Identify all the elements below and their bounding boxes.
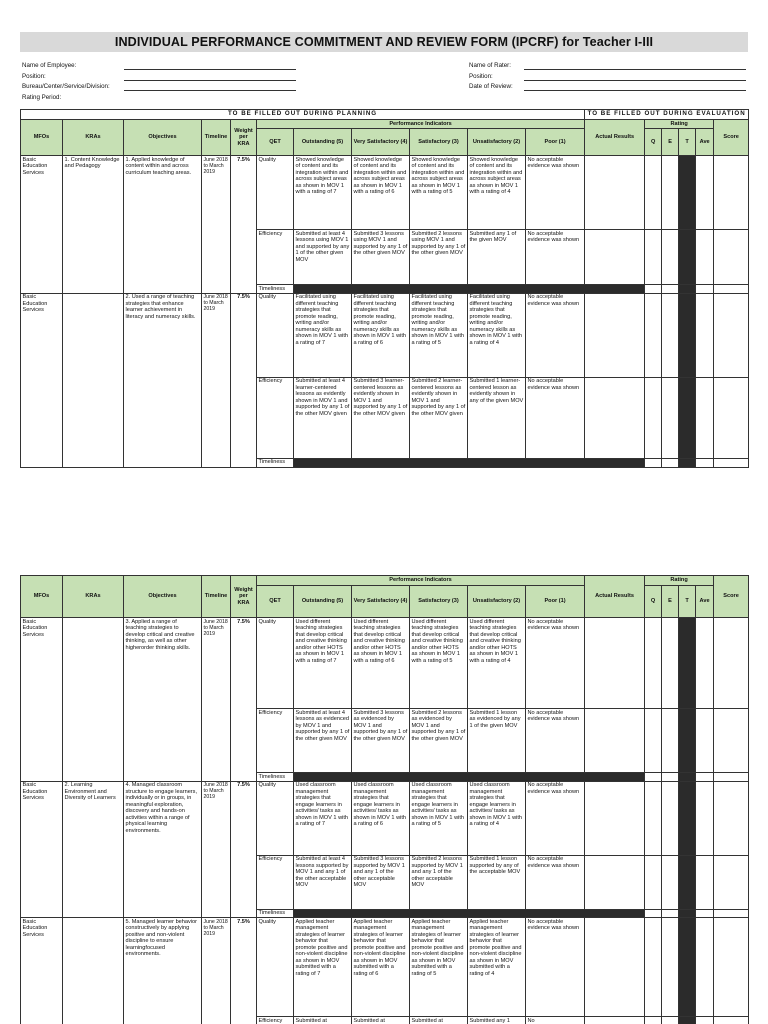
indicator-cell: Submitted 1 learner-centered lesson as evidently shown in any of the given MOV xyxy=(468,377,526,458)
rating-e-cell[interactable] xyxy=(662,156,679,230)
header-e: E xyxy=(662,586,679,618)
rating-e-cell[interactable] xyxy=(662,909,679,918)
timeliness-bar xyxy=(294,909,645,918)
indicator-cell: Applied teacher management strategies of learner behavior that promote positive and non-violent discipline as shown in MOV submitted with a rating of 4 xyxy=(468,918,526,1017)
employee-info xyxy=(22,61,110,103)
evaluation-band: TO BE FILLED OUT DURING EVALUATION xyxy=(585,110,749,120)
bureau-label: Bureau/Center/Service/Division: xyxy=(22,83,110,90)
objective-cell: 5. Managed learner behavior constructively by applying positive and non-violent discipline to ensure learningfocused environments. xyxy=(124,918,202,1024)
header-qet: QET xyxy=(257,129,294,156)
indicator-cell: Used classroom management strategies that engage learners in activities/ tasks as shown in MOV 1 with a rating of 7 xyxy=(294,781,352,855)
kra-cell: 2. Learning Environment and Diversity of Learners xyxy=(63,781,124,918)
rating-ave-cell[interactable] xyxy=(696,773,714,782)
score-cell[interactable] xyxy=(714,156,749,230)
header-very-satisfactory: Very Satisfactory (4) xyxy=(352,586,410,618)
qet-timeliness: Timeliness xyxy=(257,773,294,782)
rating-t-cell xyxy=(679,918,696,1017)
rating-e-cell[interactable] xyxy=(662,1017,679,1024)
score-cell[interactable] xyxy=(714,781,749,855)
objective-cell: 4. Managed classroom structure to engage learners, individually or in groups, in meaningful exploration, discovery and hands-on activities within a range of physical learning environments. xyxy=(124,781,202,918)
indicator-cell: Submitted at xyxy=(294,1017,352,1024)
header-mfos: MFOs xyxy=(21,576,63,618)
indicator-cell: Submitted any 1 xyxy=(468,1017,526,1024)
weight-cell: 7.5% xyxy=(231,293,257,467)
rating-q-cell[interactable] xyxy=(645,458,662,467)
timeline-cell: June 2018 to March 2019 xyxy=(202,293,231,467)
indicator-cell: Submitted at xyxy=(352,1017,410,1024)
indicator-cell: Submitted any 1 of the given MOV xyxy=(468,230,526,285)
mfo-cell: Basic Education Services xyxy=(21,781,63,918)
actual-results-cell[interactable] xyxy=(585,781,645,855)
indicator-cell: Submitted 1 lesson as evidenced by any 1 of the given MOV xyxy=(468,709,526,773)
rating-ave-cell[interactable] xyxy=(696,781,714,855)
weight-cell: 7.5% xyxy=(231,156,257,294)
header-qet: QET xyxy=(257,586,294,618)
rating-ave-cell[interactable] xyxy=(696,458,714,467)
rating-t-cell xyxy=(679,781,696,855)
header-rating: Rating xyxy=(645,576,714,586)
rating-e-cell[interactable] xyxy=(662,773,679,782)
header-weight: Weight per KRA xyxy=(231,120,257,156)
header-score: Score xyxy=(714,576,749,618)
rating-e-cell[interactable] xyxy=(662,781,679,855)
qet-quality: Quality xyxy=(257,781,294,855)
header-performance-indicators: Performance Indicators xyxy=(257,576,585,586)
rating-t-cell xyxy=(679,458,696,467)
timeliness-bar xyxy=(294,458,645,467)
score-cell[interactable] xyxy=(714,709,749,773)
header-timeline: Timeline xyxy=(202,576,231,618)
header-e: E xyxy=(662,129,679,156)
rating-q-cell[interactable] xyxy=(645,618,662,709)
rating-q-cell[interactable] xyxy=(645,156,662,230)
objective-cell: 3. Applied a range of teaching strategies to develop critical and creative thinking, as well as other higherorder thinking skills. xyxy=(124,618,202,782)
qet-timeliness: Timeliness xyxy=(257,909,294,918)
header-kras: KRAs xyxy=(63,576,124,618)
indicator-cell: Submitted at least 4 lessons supported by MOV 1 and any 1 of the other acceptable MOV xyxy=(294,855,352,909)
indicator-cell: No acceptable evidence was shown xyxy=(526,293,585,377)
mfo-cell: Basic Education Services xyxy=(21,918,63,1024)
indicator-cell: No acceptable evidence was shown xyxy=(526,709,585,773)
timeliness-bar xyxy=(294,773,645,782)
header-ave: Ave xyxy=(696,586,714,618)
indicator-cell: Submitted at xyxy=(410,1017,468,1024)
indicator-cell: No acceptable evidence was shown xyxy=(526,156,585,230)
rating-q-cell[interactable] xyxy=(645,285,662,294)
header-very-satisfactory: Very Satisfactory (4) xyxy=(352,129,410,156)
rating-t-cell xyxy=(679,618,696,709)
actual-results-cell[interactable] xyxy=(585,1017,645,1024)
kra-cell xyxy=(63,918,124,1024)
rating-ave-cell[interactable] xyxy=(696,709,714,773)
rating-q-cell[interactable] xyxy=(645,1017,662,1024)
score-cell[interactable] xyxy=(714,918,749,1017)
actual-results-cell[interactable] xyxy=(585,293,645,377)
qet-timeliness: Timeliness xyxy=(257,458,294,467)
rating-ave-cell[interactable] xyxy=(696,230,714,285)
indicator-cell: Showed knowledge of content and its integration within and across subject areas as shown in MOV 1 with a rating of 4 xyxy=(468,156,526,230)
header-actual-results: Actual Results xyxy=(585,120,645,156)
actual-results-cell[interactable] xyxy=(585,377,645,458)
rating-ave-cell[interactable] xyxy=(696,156,714,230)
indicator-cell: Showed knowledge of content and its integration within and across subject areas as shown in MOV 1 with a rating of 7 xyxy=(294,156,352,230)
indicator-cell: Facilitated using different teaching strategies that promote reading, writing and/or numeracy skills as shown in MOV 1 with a rating of 5 xyxy=(410,293,468,377)
rating-t-cell xyxy=(679,285,696,294)
objective-cell: 1. Applied knowledge of content within and across curriculum teaching areas. xyxy=(124,156,202,294)
objective-cell: 2. Used a range of teaching strategies that enhance learner achievement in literacy and numeracy skills. xyxy=(124,293,202,467)
header-unsatisfactory: Unsatisfactory (2) xyxy=(468,129,526,156)
header-poor: Poor (1) xyxy=(526,129,585,156)
header-q: Q xyxy=(645,129,662,156)
rating-ave-cell[interactable] xyxy=(696,293,714,377)
indicator-cell: Used classroom management strategies that engage learners in activities/ tasks as shown in MOV 1 with a rating of 5 xyxy=(410,781,468,855)
rating-ave-cell[interactable] xyxy=(696,909,714,918)
header-q: Q xyxy=(645,586,662,618)
bureau-field[interactable] xyxy=(124,90,296,91)
employee-position-field[interactable] xyxy=(124,80,296,81)
rating-q-cell[interactable] xyxy=(645,918,662,1017)
indicator-cell: Submitted 2 lessons supported by MOV 1 and any 1 of the other acceptable MOV xyxy=(410,855,468,909)
actual-results-cell[interactable] xyxy=(585,855,645,909)
indicator-cell: No acceptable evidence was shown xyxy=(526,377,585,458)
score-cell[interactable] xyxy=(714,285,749,294)
rating-e-cell[interactable] xyxy=(662,918,679,1017)
rating-q-cell[interactable] xyxy=(645,909,662,918)
actual-results-cell[interactable] xyxy=(585,230,645,285)
rater-name-label: Name of Rater: xyxy=(469,62,511,69)
score-cell[interactable] xyxy=(714,230,749,285)
rating-ave-cell[interactable] xyxy=(696,855,714,909)
review-date-field[interactable] xyxy=(524,90,746,91)
qet-efficiency: Efficiency xyxy=(257,230,294,285)
indicator-cell: Used classroom management strategies that engage learners in activities/ tasks as shown in MOV 1 with a rating of 4 xyxy=(468,781,526,855)
mfo-cell: Basic Education Services xyxy=(21,618,63,782)
table-row xyxy=(21,156,749,230)
timeline-cell: June 2018 to March 2019 xyxy=(202,781,231,918)
rating-q-cell[interactable] xyxy=(645,230,662,285)
score-cell[interactable] xyxy=(714,618,749,709)
table-row xyxy=(21,618,749,709)
header-outstanding: Outstanding (5) xyxy=(294,129,352,156)
indicator-cell: Applied teacher management strategies of learner behavior that promote positive and non-violent discipline as shown in MOV submitted with a rating of 7 xyxy=(294,918,352,1017)
rating-e-cell[interactable] xyxy=(662,285,679,294)
weight-cell: 7.5% xyxy=(231,618,257,782)
timeline-cell: June 2018 to March 2019 xyxy=(202,918,231,1024)
actual-results-cell[interactable] xyxy=(585,918,645,1017)
qet-efficiency: Efficiency xyxy=(257,855,294,909)
rating-e-cell[interactable] xyxy=(662,709,679,773)
qet-efficiency: Efficiency xyxy=(257,1017,294,1024)
score-cell[interactable] xyxy=(714,458,749,467)
rating-ave-cell[interactable] xyxy=(696,918,714,1017)
header-poor: Poor (1) xyxy=(526,586,585,618)
indicator-cell: Submitted 3 lessons using MOV 1 and supported by any 1 of the other given MOV xyxy=(352,230,410,285)
qet-efficiency: Efficiency xyxy=(257,377,294,458)
rating-q-cell[interactable] xyxy=(645,377,662,458)
timeliness-bar xyxy=(294,285,645,294)
indicator-cell: Showed knowledge of content and its integration within and across subject areas as shown in MOV 1 with a rating of 5 xyxy=(410,156,468,230)
qet-efficiency: Efficiency xyxy=(257,709,294,773)
rating-ave-cell[interactable] xyxy=(696,285,714,294)
ipcrf-table-1 xyxy=(20,109,749,468)
rating-e-cell[interactable] xyxy=(662,458,679,467)
rating-t-cell xyxy=(679,377,696,458)
indicator-cell: Submitted 3 lessons supported by MOV 1 and any 1 of the other acceptable MOV xyxy=(352,855,410,909)
rating-t-cell xyxy=(679,230,696,285)
header-timeline: Timeline xyxy=(202,120,231,156)
kra-cell xyxy=(63,618,124,782)
header-t: T xyxy=(679,586,696,618)
score-cell[interactable] xyxy=(714,377,749,458)
header-unsatisfactory: Unsatisfactory (2) xyxy=(468,586,526,618)
planning-band: TO BE FILLED OUT DURING PLANNING xyxy=(21,110,585,120)
rating-ave-cell[interactable] xyxy=(696,1017,714,1024)
rating-e-cell[interactable] xyxy=(662,855,679,909)
actual-results-cell[interactable] xyxy=(585,709,645,773)
rating-t-cell xyxy=(679,909,696,918)
rating-q-cell[interactable] xyxy=(645,781,662,855)
indicator-cell: Submitted at least 4 learner-centered lessons as evidently shown in MOV 1 and supported by any 1 of the other MOV given xyxy=(294,377,352,458)
rating-e-cell[interactable] xyxy=(662,618,679,709)
indicator-cell: Used different teaching strategies that develop critical and creative thinking and/or other HOTS as shown in MOV 1 with a rating of 4 xyxy=(468,618,526,709)
rater-info xyxy=(469,61,513,93)
rating-ave-cell[interactable] xyxy=(696,618,714,709)
score-cell[interactable] xyxy=(714,855,749,909)
indicator-cell: Submitted 2 lessons as evidenced by MOV 1 and supported by any 1 of the other given MOV xyxy=(410,709,468,773)
header-performance-indicators: Performance Indicators xyxy=(257,120,585,129)
indicator-cell: Used different teaching strategies that develop critical and creative thinking and/or other HOTS as shown in MOV 1 with a rating of 7 xyxy=(294,618,352,709)
rating-t-cell xyxy=(679,773,696,782)
header-ave: Ave xyxy=(696,129,714,156)
indicator-cell: No acceptable evidence was shown xyxy=(526,230,585,285)
rating-e-cell[interactable] xyxy=(662,230,679,285)
rater-name-field[interactable] xyxy=(524,69,746,70)
rating-e-cell[interactable] xyxy=(662,293,679,377)
header-rating: Rating xyxy=(645,120,714,129)
indicator-cell: Submitted 3 learner-centered lessons as evidently shown in MOV 1 and supported by any 1 of the other MOV given xyxy=(352,377,410,458)
rating-q-cell[interactable] xyxy=(645,773,662,782)
indicator-cell: Facilitated using different teaching strategies that promote reading, writing and/or numeracy skills as shown in MOV 1 with a rating of 4 xyxy=(468,293,526,377)
employee-position-label: Position: xyxy=(22,72,46,80)
header-objectives: Objectives xyxy=(124,120,202,156)
rating-t-cell xyxy=(679,156,696,230)
actual-results-cell[interactable] xyxy=(585,618,645,709)
weight-cell: 7.5% xyxy=(231,781,257,918)
table-row xyxy=(21,781,749,855)
score-cell[interactable] xyxy=(714,909,749,918)
indicator-cell: Applied teacher management strategies of learner behavior that promote positive and non-violent discipline as shown in MOV submitted with a rating of 6 xyxy=(352,918,410,1017)
indicator-cell: No acceptable evidence was shown xyxy=(526,855,585,909)
rating-t-cell xyxy=(679,855,696,909)
header-satisfactory: Satisfactory (3) xyxy=(410,586,468,618)
header-objectives: Objectives xyxy=(124,576,202,618)
weight-cell: 7.5% xyxy=(231,918,257,1024)
header-weight: Weight per KRA xyxy=(231,576,257,618)
qet-quality: Quality xyxy=(257,918,294,1017)
rating-period-label: Rating Period: xyxy=(22,93,62,101)
ipcrf-table-2 xyxy=(20,575,749,1024)
score-cell[interactable] xyxy=(714,293,749,377)
indicator-cell: Submitted 3 lessons as evidenced by MOV 1 and supported by any 1 of the other given MOV xyxy=(352,709,410,773)
header-mfos: MFOs xyxy=(21,120,63,156)
table-row xyxy=(21,293,749,377)
timeline-cell: June 2018 to March 2019 xyxy=(202,618,231,782)
indicator-cell: No acceptable evidence was shown xyxy=(526,918,585,1017)
rating-q-cell[interactable] xyxy=(645,293,662,377)
indicator-cell: Submitted at least 4 lessons as evidenced by MOV 1 and supported by any 1 of the other given MOV xyxy=(294,709,352,773)
indicator-cell: Used different teaching strategies that develop critical and creative thinking and/or other HOTS as shown in MOV 1 with a rating of 6 xyxy=(352,618,410,709)
qet-quality: Quality xyxy=(257,293,294,377)
employee-name-label: Name of Employee: xyxy=(22,62,77,69)
indicator-cell: Applied teacher management strategies of learner behavior that promote positive and non-violent discipline as shown in MOV submitted with a rating of 5 xyxy=(410,918,468,1017)
timeline-cell: June 2018 to March 2019 xyxy=(202,156,231,294)
indicator-cell: Submitted 1 lesson supported by any of the acceptable MOV xyxy=(468,855,526,909)
indicator-cell: Showed knowledge of content and its integration within and across subject areas as shown in MOV 1 with a rating of 6 xyxy=(352,156,410,230)
kra-cell xyxy=(63,293,124,467)
indicator-cell: Submitted 2 learner-centered lessons as evidently shown in MOV 1 and supported by any 1 of the other MOV given xyxy=(410,377,468,458)
header-kras: KRAs xyxy=(63,120,124,156)
indicator-cell: Facilitated using different teaching strategies that promote reading, writing and/or numeracy skills as shown in MOV 1 with a rating of 6 xyxy=(352,293,410,377)
rating-q-cell[interactable] xyxy=(645,855,662,909)
score-cell[interactable] xyxy=(714,773,749,782)
actual-results-cell[interactable] xyxy=(585,156,645,230)
indicator-cell: Submitted 2 lessons using MOV 1 and supported by any 1 of the other given MOV xyxy=(410,230,468,285)
rating-t-cell xyxy=(679,709,696,773)
header-outstanding: Outstanding (5) xyxy=(294,586,352,618)
mfo-cell: Basic Education Services xyxy=(21,156,63,294)
table-row xyxy=(21,918,749,1017)
header-satisfactory: Satisfactory (3) xyxy=(410,129,468,156)
rating-q-cell[interactable] xyxy=(645,709,662,773)
rater-position-label: Position: xyxy=(469,72,493,80)
score-cell[interactable] xyxy=(714,1017,749,1024)
indicator-cell: Facilitated using different teaching strategies that promote reading, writing and/or numeracy skills as shown in MOV 1 with a rating of 7 xyxy=(294,293,352,377)
header-score: Score xyxy=(714,120,749,156)
rating-ave-cell[interactable] xyxy=(696,377,714,458)
header-actual-results: Actual Results xyxy=(585,576,645,618)
indicator-cell: No acceptable evidence was shown xyxy=(526,618,585,709)
rating-t-cell xyxy=(679,1017,696,1024)
rating-e-cell[interactable] xyxy=(662,377,679,458)
rating-t-cell xyxy=(679,293,696,377)
kra-cell: 1. Content Knowledge and Pedagogy xyxy=(63,156,124,294)
qet-quality: Quality xyxy=(257,618,294,709)
indicator-cell: Used different teaching strategies that develop critical and creative thinking and/or other HOTS as shown in MOV 1 with a rating of 5 xyxy=(410,618,468,709)
qet-quality: Quality xyxy=(257,156,294,230)
employee-name-field[interactable] xyxy=(124,69,296,70)
rater-position-field[interactable] xyxy=(524,80,746,81)
form-title: INDIVIDUAL PERFORMANCE COMMITMENT AND REVIEW FORM (IPCRF) for Teacher I-III xyxy=(20,32,748,52)
indicator-cell: Used classroom management strategies that engage learners in activities/ tasks as shown in MOV 1 with a rating of 6 xyxy=(352,781,410,855)
header-t: T xyxy=(679,129,696,156)
review-date-label: Date of Review: xyxy=(469,83,513,90)
indicator-cell: No acceptable evidence was shown xyxy=(526,781,585,855)
indicator-cell: Submitted at least 4 lessons using MOV 1 and supported by any 1 of the other given MOV xyxy=(294,230,352,285)
mfo-cell: Basic Education Services xyxy=(21,293,63,467)
indicator-cell: No xyxy=(526,1017,585,1024)
qet-timeliness: Timeliness xyxy=(257,285,294,294)
